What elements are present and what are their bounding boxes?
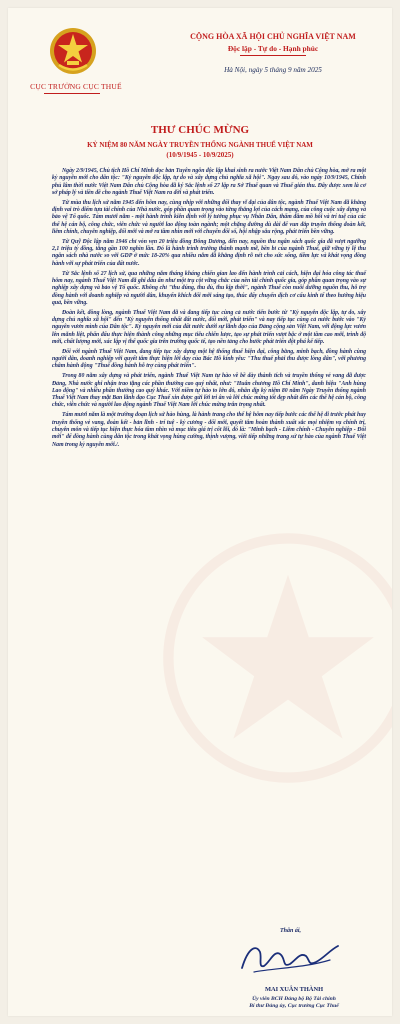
nation-name: CỘNG HÒA XÃ HỘI CHỦ NGHĨA VIỆT NAM [190, 32, 356, 41]
paragraph: Từ Sắc lệnh số 27 lịch sử, qua những năm tháng kháng chiến gian lao đến hành trình cải cách, hiện đại hóa công tác thuế hôm nay, ngành Thuế Việt Nam đã ghi dấu ấn như một trụ cột vững chắc của nền tài chính quốc gia, góp phần quan trọng vào sự nghiệp xây dựng và bảo vệ Tổ quốc. Không chỉ "thu đúng, thu đủ, thu kịp thời", ngành Thuế còn nuôi dưỡng nguồn thu, hỗ trợ đồng hành với doanh nghiệp và người dân, khuyến khích đổi mới sáng tạo, thúc đẩy chuyển dịch cơ cấu kinh tế theo hướng hiệu quả, bền vững. [52, 270, 366, 306]
signer-role-line-2: Bí thư Đảng ủy, Cục trưởng Cục Thuế [249, 1003, 339, 1009]
dateline: Hà Nội, ngày 5 tháng 9 năm 2025 [224, 66, 322, 74]
paragraph: Từ mùa thu lịch sử năm 1945 đến hôm nay, cùng nhịp với những đổi thay vĩ đại của dân tộc, ngành Thuế Việt Nam đã khẳng định vai trò điểm tựa tài chính của Nhà nước, góp phần quan trọng vào từng thắng lợi của cách mạng, của công cuộc xây dựng và bảo vệ Tổ quốc. Tám mươi năm - một hành trình kiên định với lý tưởng phục vụ Nhân Dân, thấm đẫm mồ hôi và trí tuệ của các thế hệ cán bộ, công chức, viên chức và người lao động toàn ngành; một chặng đường dù dài để vun đắp truyền thống đoàn kết, liêm chính, chuyên nghiệp, đổi mới và mở ra tầm nhìn mới với chuyển đổi số, hội nhập sâu rộng, phát triển bền vững. [52, 199, 366, 235]
signer-role-line-1: Ủy viên BCH Đảng bộ Bộ Tài chính [252, 996, 336, 1002]
paragraph: Trong 80 năm xây dựng và phát triển, ngành Thuế Việt Nam tự hào về bề dày thành tích và truyền thống vẻ vang đã được Đảng, Nhà nước ghi nhận trao tặng các phần thưởng cao quý nhất, như: "Huân chương Hồ Chí Minh", danh hiệu "Anh hùng Lao động" và nhiều phần thưởng cao quý khác. Với niềm tự hào to lớn đó, nhân dịp kỷ niệm 80 năm Ngày Truyền thống ngành Thuế Việt Nam thay mặt Ban lãnh đạo Cục Thuế xin được gửi lời tri ân và lời chúc mừng tốt đẹp nhất đến các thế hệ cán bộ, công chức, viên chức và người lao động ngành Thuế Việt Nam lời chúc mừng trân trọng nhất. [52, 373, 366, 409]
motto-underline [240, 55, 306, 56]
handwritten-signature [234, 938, 344, 980]
letter-body [52, 168, 366, 451]
letter-header [8, 8, 392, 128]
signer-name: MAI XUÂN THÀNH [264, 986, 324, 993]
letter-subtitle: KỶ NIỆM 80 NĂM NGÀY TRUYỀN THỐNG NGÀNH THUẾ VIỆT NAM [87, 141, 313, 149]
signer-title [204, 996, 384, 1010]
watermark-emblem-icon [158, 528, 392, 788]
paragraph: Đối với ngành Thuế Việt Nam, đang tiếp tục xây dựng một hệ thống thuế hiện đại, công bằng, minh bạch, đồng hành cùng người dân, doanh nghiệp với quyết tâm thực hiện lời dạy của Bác Hồ kính yêu: "Thu thuế phải thu được lòng dân", với phương châm hành động "Thuế đồng hành hỗ trợ cùng phát triển". [52, 348, 366, 370]
paragraph: Ngày 2/9/1945, Chủ tịch Hồ Chí Minh đọc bản Tuyên ngôn độc lập khai sinh ra nước Việt Nam Dân chủ Cộng hòa, mở ra một kỷ nguyên mới cho dân tộc: "Kỷ nguyên độc lập, tự do và xây dựng chủ nghĩa xã hội". Ngay sau đó, vào ngày 10/9/1945, Chính phủ lâm thời nước Việt Nam Dân chủ Cộng hòa đã ký Sắc lệnh số 27 lập ra Sở Thuế quan và Thuế gián thu. Đây được xem là cơ sở pháp lý và tiền đề cho ngành Thuế Việt Nam ra đời và phát triển. [52, 168, 366, 196]
letter-page [8, 8, 392, 1016]
organization-name: CỤC TRƯỞNG CỤC THUẾ [30, 82, 122, 91]
national-motto: Độc lập - Tự do - Hạnh phúc [227, 44, 319, 53]
closing-salutation: Thân ái, [280, 928, 302, 934]
paragraph: Từ Quỹ Độc lập năm 1946 chỉ vỏn vẹn 20 triệu đồng Đông Dương, đến nay, nguồn thu ngân sách quốc gia đã vượt ngưỡng 2,1 triệu tỷ đồng, tăng gần 100 nghìn lần. Đó là hành trình trưởng thành mạnh mẽ, bền bỉ của ngành Thuế, giữ vững tỷ lệ thu ngân sách nhà nước so với GDP ở mức 18-20% qua nhiều năm đã khẳng định rõ nét cho sức sống, tiềm lực và khát vọng đồng hành với sự phát triển của đất nước. [52, 238, 366, 267]
organization-underline [44, 93, 100, 94]
paragraph: Đoàn kết, đồng lòng, ngành Thuế Việt Nam đã và đang tiếp tục cùng cả nước tiến bước từ "Kỷ nguyên độc lập, tự do, xây dựng chủ nghĩa xã hội" đến "Kỷ nguyên thống nhất đất nước, đổi mới, phát triển" và nay tiếp tục cùng cả nước bước vào "Kỷ nguyên vươn mình của Dân tộc". Kỷ nguyên mới của đất nước dưới sự lãnh đạo của Đảng cộng sản Việt Nam, với động lực vươn lên mãnh liệt, phấn đấu thực hiện thành công những mục tiêu chiến lược, tạo sự phát triển vượt bậc ở một tầm cao mới, trình độ mới, chất lượng mới, xác lập vị thế quốc gia trên trường quốc tế, tạo nền tảng cho bước phát triển đột phá kế tiếp. [52, 309, 366, 345]
letter-dates: (10/9/1945 - 10/9/2025) [166, 151, 234, 159]
paragraph: Tám mươi năm là một trường đoạn lịch sử hào hùng, là hành trang cho thế hệ hôm nay tiếp bước các thế hệ đi trước phát huy truyền thống vẻ vang, đoàn kết - bản lĩnh - trí tuệ - kỷ cương - đổi mới, quyết tâm hoàn thành xuất sắc mọi nhiệm vụ chính trị, chuyên môn và tiếp tục hiện thực hóa tầm nhìn và mục tiêu giá trị cốt lõi, đó là: "Minh bạch - Liêm chính - Chuyên nghiệp - Đổi mới" để đồng hành cùng dân tộc trong khát vọng hùng cường, thịnh vượng, viết tiếp những trang sử tự hào của ngành Thuế Việt Nam trong kỷ nguyên mới./. [52, 412, 366, 448]
letter-title: THƯ CHÚC MỪNG [150, 124, 250, 136]
state-emblem-icon [48, 26, 98, 76]
